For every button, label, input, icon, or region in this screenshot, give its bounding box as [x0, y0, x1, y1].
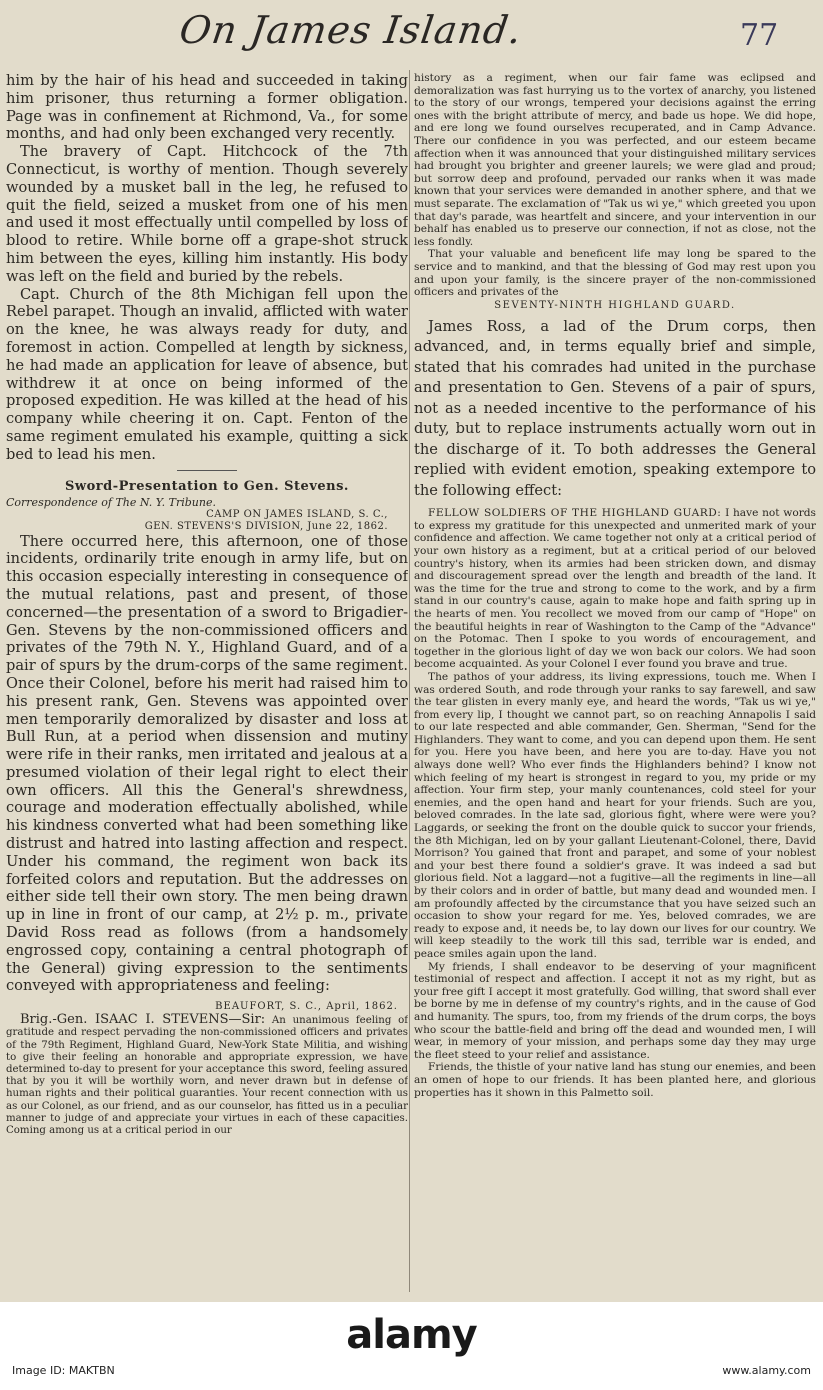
right-paragraph-1: history as a regiment, when our fair fame was eclipsed and demoralization was fast hurrying us to the vortex of anarchy, you listened to the story of our wrongs, tempered your decisions against the erring ones with the bright attribute of mercy, and bade us hope. We did hope, and ere long we found ourselves recuperated, and in Camp Advance. There our confidence in you was perfected, and our esteem became affection when it was announced that your distinguished military services had brought you brighter and greener laurels; we were glad and proud; but sorrow deep and profound, pervaded our ranks when it was made known that your services were demanded in another sphere, and that we must separate. The exclamation of "Tak us wi ye," which greeted you upon that day's parade, was heartfelt and sincere, and your intervention in our behalf has enabled us to preserve our connection, if not as close, not the less fondly. — [414, 72, 816, 248]
left-paragraph-2: The bravery of Capt. Hitchcock of the 7th Connecticut, is worthy of mention. Though severely wounded by a musket ball in the leg, he refused to quit the field, seized a musket from one of his men and used it most effectually until compelled by loss of blood to retire. While borne off a grape-shot struck him between the eyes, killing him instantly. His body was left on the field and buried by the rebels. — [6, 143, 408, 285]
right-paragraph-6: My friends, I shall endeavor to be deserving of your magnificent testimonial of respect and affection. I accept it not as my right, but as your free gift I accept it most gratefully. God willing, that sword shall ever be borne by me in defense of my country's rights, and in the cause of God and humanity. The spurs, too, from my friends of the drum corps, the boys who scour the battle-field and bring off the dead and wounded men, I will wear, in memory of your mission, and perhaps some day they may urge the fleet steed to your relief and assistance. — [414, 960, 816, 1061]
letter-body: An unanimous feeling of gratitude and respect pervading the non-commissioned officers and privates of the 79th Regiment, Highland Guard, New-York State Militia, and wishing to give their feeling an honorable and appropriate expression, we have determined to-day to present for your acceptance this sword, feeling assured that by you it will be worthily worn, and never drawn but in defense of human rights and their political guaranties. Your recent connection with us as our Colonel, as our friend, and as our counselor, has fitted us in a peculiar manner to judge of and appreciate your virtues in each of these capacities. Coming among us at a critical period in our — [6, 1015, 408, 1137]
site-url-text: www.alamy.com — [722, 1364, 811, 1377]
section-title: Sword-Presentation to Gen. Stevens. — [65, 478, 349, 494]
speech-body: I have not words to express my gratitude for this unexpected and unmerited mark of your confidence and affection. We came together not only at a critical period of your own history as a regiment, but at a critical period of our beloved country's history, when its armies had been stricken down, and dismay and discouragement spread over the length and breadth of the land. It was the time for the true and strong to come to the work, and by a firm stand in our country's cause, again to make hope and faith spring up in the hearts of men. You recollect we moved from our camp of "Hope" on the beautiful heights in rear of Washington to the Camp of the "Advance" on the Potomac. Then I spoke to you words of encouragement, and together in the glorious light of day we won back our colors. We had soon become acquainted. As your Colonel I ever found you brave and true. — [414, 507, 816, 671]
image-id-text: Image ID: MAKTBN — [12, 1364, 115, 1377]
left-paragraph-3: Capt. Church of the 8th Michigan fell upon the Rebel parapet. Though an invalid, afflicted with water on the knee, he was always ready for duty, and foremost in action. Compelled at length by sickness, he had made an application for leave of absence, but withdrew it at once on being informed of the proposed expedition. He was killed at the head of his company while cheering it on. Capt. Fenton of the same regiment emulated his example, quitting a sick bed to lead his men. — [6, 285, 408, 463]
alamy-logo: alamy — [346, 1312, 477, 1358]
letter-date: BEAUFORT, S. C., April, 1862. — [215, 1001, 398, 1013]
left-column — [6, 72, 408, 1292]
handwritten-heading: On James Island. — [176, 8, 525, 52]
dateline-1: CAMP ON JAMES ISLAND, S. C., — [206, 508, 388, 520]
dateline-2: GEN. STEVENS'S DIVISION, June 22, 1862. — [144, 520, 388, 532]
right-paragraph-7: Friends, the thistle of your native land has stung our enemies, and been an omen of hope to our friends. It has been planted here, and glorious properties has it shown in this Palmetto soil. — [414, 1061, 816, 1099]
signature: SEVENTY-NINTH HIGHLAND GUARD. — [494, 299, 736, 311]
right-paragraph-3: James Ross, a lad of the Drum corps, then advanced, and, in terms equally brief and simple, stated that his comrades had united in the purchase and presentation to Gen. Stevens of a pair of spurs, not as a needed incentive to the performance of his duty, but to replace instruments actually worn out in the discharge of it. To both addresses the General replied with evident emotion, speaking extempore to the following effect: — [414, 317, 816, 499]
left-paragraph-1: him by the hair of his head and succeeded in taking him prisoner, thus returning a former obligation. Page was in confinement at Richmond, Va., for some months, and had only been exchanged very recently. — [6, 72, 408, 143]
correspondence-line: Correspondence of The N. Y. Tribune. — [6, 495, 216, 509]
section-divider — [177, 470, 237, 471]
right-paragraph-2: That your valuable and beneficent life may long be spared to the service and to mankind, and that the blessing of God may rest upon you and upon your family, is the sincere prayer of the non-commissioned officers and privates of the — [414, 248, 816, 299]
column-rule — [409, 70, 410, 1292]
letter-salutation: Brig.-Gen. ISAAC I. STEVENS—Sir: — [20, 1012, 266, 1028]
right-paragraph-4 — [414, 507, 816, 671]
page-number: 77 — [740, 18, 779, 53]
right-paragraph-5: The pathos of your address, its living expressions, touch me. When I was ordered South, and rode through your ranks to say farewell, and saw the tear glisten in every manly eye, and heard the words, "Tak us wi ye," from every lip, I thought we cannot part, so on reaching Annapolis I said to our late respected and able commander, Gen. Sherman, "Send for the Highlanders. They want to come, and you can depend upon them. He sent for you. Here you have been, and here you are to-day. Have you not always done well? Who ever finds the Highlanders behind? I know not which feeling of my heart is strongest in regard to you, my pride or my affection. Your firm step, your manly countenances, cold steel for your enemies, and the open hand and heart for your friends. Such are you, beloved comrades. In the late sad, glorious fight, where were were you? Laggards, or seeking the front on the double quick to succor your friends, the 8th Michigan, led on by your gallant Lieutenant-Colonel, there, David Morrison? You gained that front and parapet, and some of your noblest and your best there found a soldier's grave. It was indeed a sad but glorious field. Not a laggard—not a fugitive—all the regiments in line—all by their colors and in order of battle, but many dead and wounded men. I am profoundly affected by the circumstance that you have seized such an occasion to show your regard for me. Yes, beloved comrades, we are ready to expose and, it needs be, to lay down our lives for our country. We will keep steadily to the work till this sad, terrible war is ended, and peace smiles again upon the land. — [414, 670, 816, 960]
left-paragraph-4: There occurred here, this afternoon, one of those incidents, ordinarily trite enough in army life, but on this occasion especially interesting in consequence of the mutual relations, past and present, of those concerned—the presentation of a sword to Brigadier-Gen. Stevens by the non-commissioned officers and privates of the 79th N. Y., Highland Guard, and of a pair of spurs by the drum-corps of the same regiment. Once their Colonel, before his merit had raised him to his present rank, Gen. Stevens was appointed over men temporarily demoralized by disaster and loss at Bull Run, at a period when dissension and mutiny were rife in their ranks, men irritated and jealous at a presumed violation of their legal right to elect their own officers. All this the General's shrewdness, courage and moderation effectually abolished, while his kindness converted what had been something like distrust and hatred into lasting affection and respect. Under his command, the regiment won back its forfeited colors and reputation. But the addresses on either side tell their own story. The men being drawn up in line in front of our camp, at 2½ p. m., private David Ross read as follows (from a handsomely engrossed copy, containing a central photograph of the General) giving expression to the sentiments conveyed with appropriateness and feeling: — [6, 532, 408, 995]
speech-salutation: FELLOW SOLDIERS OF THE HIGHLAND GUARD: — [428, 507, 722, 520]
left-paragraph-5 — [6, 1014, 408, 1137]
right-column — [414, 72, 816, 1292]
